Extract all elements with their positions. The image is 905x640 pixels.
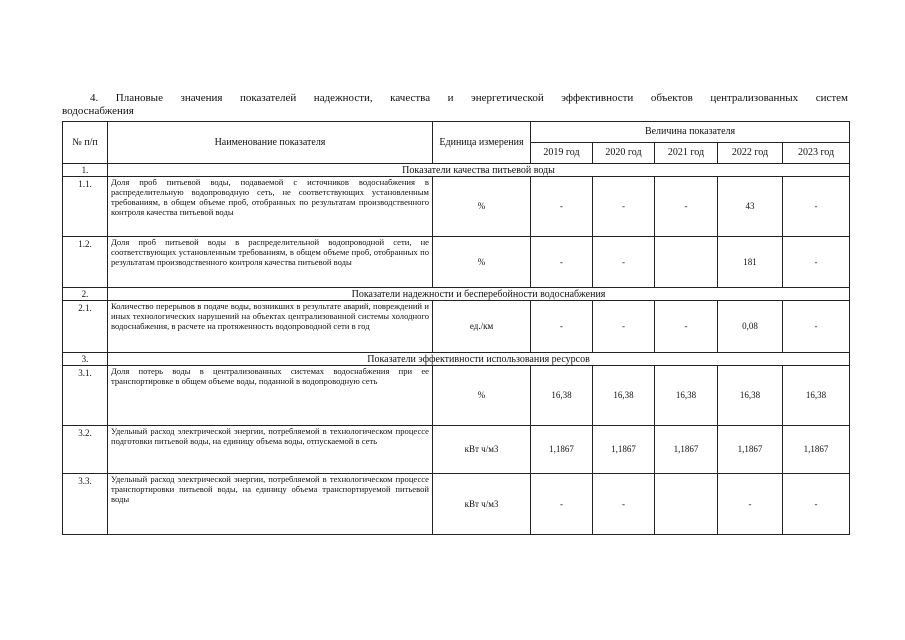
- row-value-2019: -: [531, 474, 593, 535]
- row-value-2019: 16,38: [531, 366, 593, 426]
- row-name: Доля проб питьевой воды в распределительной водопроводной сети, не соответствующих установленным требованиям, в общем объеме проб, отобранных по результатам производственного контроля качества питьевой воды: [108, 237, 433, 288]
- row-unit: %: [433, 366, 531, 426]
- table-row: [63, 177, 850, 237]
- section-title: Показатели качества питьевой воды: [108, 164, 850, 177]
- section-num: 1.: [63, 164, 108, 177]
- row-value-2022: 0,08: [718, 301, 783, 353]
- row-value-2020: -: [593, 474, 655, 535]
- row-value-2020: -: [593, 237, 655, 288]
- section-row: [63, 353, 850, 366]
- section-title: Показатели эффективности использования ресурсов: [108, 353, 850, 366]
- section-row: [63, 164, 850, 177]
- row-value-2023: -: [783, 237, 850, 288]
- header-year-2019: 2019 год: [531, 143, 593, 164]
- row-value-2023: -: [783, 301, 850, 353]
- row-value-2022: 1,1867: [718, 426, 783, 474]
- header-name: Наименование показателя: [108, 122, 433, 164]
- row-num: 2.1.: [63, 301, 108, 353]
- header-row-1: [63, 122, 850, 143]
- row-name: Доля потерь воды в централизованных системах водоснабжения при ее транспортировке в общем объеме воды, поданной в водопроводную сеть: [108, 366, 433, 426]
- row-num: 3.2.: [63, 426, 108, 474]
- header-year-2021: 2021 год: [655, 143, 718, 164]
- row-value-2021: [655, 474, 718, 535]
- section-title: Показатели надежности и бесперебойности водоснабжения: [108, 288, 850, 301]
- indicators-table: [62, 121, 850, 535]
- row-value-2021: [655, 237, 718, 288]
- row-value-2022: 181: [718, 237, 783, 288]
- row-value-2020: -: [593, 301, 655, 353]
- table-row: [63, 426, 850, 474]
- row-value-2019: -: [531, 237, 593, 288]
- row-value-2020: 1,1867: [593, 426, 655, 474]
- table-row: [63, 474, 850, 535]
- row-value-2022: -: [718, 474, 783, 535]
- header-value: Величина показателя: [531, 122, 850, 143]
- table-row: [63, 237, 850, 288]
- heading-line-2: водоснабжения: [62, 105, 134, 117]
- row-value-2023: 16,38: [783, 366, 850, 426]
- row-value-2021: -: [655, 177, 718, 237]
- row-value-2023: -: [783, 177, 850, 237]
- row-unit: ед./км: [433, 301, 531, 353]
- row-value-2019: -: [531, 177, 593, 237]
- row-value-2019: 1,1867: [531, 426, 593, 474]
- row-name: Удельный расход электрической энергии, потребляемой в технологическом процессе транспортировки питьевой воды, на единицу объема транспортируемой питьевой воды: [108, 474, 433, 535]
- header-year-2020: 2020 год: [593, 143, 655, 164]
- row-unit: %: [433, 177, 531, 237]
- row-value-2022: 43: [718, 177, 783, 237]
- row-value-2020: 16,38: [593, 366, 655, 426]
- row-unit: кВт ч/м3: [433, 474, 531, 535]
- row-value-2021: 1,1867: [655, 426, 718, 474]
- row-num: 3.3.: [63, 474, 108, 535]
- row-value-2023: -: [783, 474, 850, 535]
- header-unit: Единица измерения: [433, 122, 531, 164]
- header-num: № п/п: [63, 122, 108, 164]
- row-value-2022: 16,38: [718, 366, 783, 426]
- row-name: Удельный расход электрической энергии, потребляемой в технологическом процессе подготовки питьевой воды, на единицу объема воды, отпускаемой в сеть: [108, 426, 433, 474]
- row-name: Доля проб питьевой воды, подаваемой с источников водоснабжения в распределительную водопроводную сеть, не соответствующих установленным требованиям, в общем объеме проб, отобранных по результатам производственного контроля качества питьевой воды: [108, 177, 433, 237]
- row-value-2020: -: [593, 177, 655, 237]
- table-row: [63, 366, 850, 426]
- row-name: Количество перерывов в подаче воды, возникших в результате аварий, повреждений и иных технологических нарушений на объектах централизованной системы холодного водоснабжения, в расчете на протяженность водопроводной сети в год: [108, 301, 433, 353]
- heading-line-1: 4. Плановые значения показателей надежности, качества и энергетической эффективности объектов централизованных систем: [90, 92, 848, 104]
- table-row: [63, 301, 850, 353]
- row-value-2019: -: [531, 301, 593, 353]
- row-num: 1.1.: [63, 177, 108, 237]
- row-unit: кВт ч/м3: [433, 426, 531, 474]
- row-value-2021: 16,38: [655, 366, 718, 426]
- row-num: 1.2.: [63, 237, 108, 288]
- row-unit: %: [433, 237, 531, 288]
- section-num: 3.: [63, 353, 108, 366]
- section-row: [63, 288, 850, 301]
- document-heading: [62, 92, 848, 118]
- row-num: 3.1.: [63, 366, 108, 426]
- row-value-2023: 1,1867: [783, 426, 850, 474]
- header-year-2022: 2022 год: [718, 143, 783, 164]
- row-value-2021: -: [655, 301, 718, 353]
- section-num: 2.: [63, 288, 108, 301]
- header-year-2023: 2023 год: [783, 143, 850, 164]
